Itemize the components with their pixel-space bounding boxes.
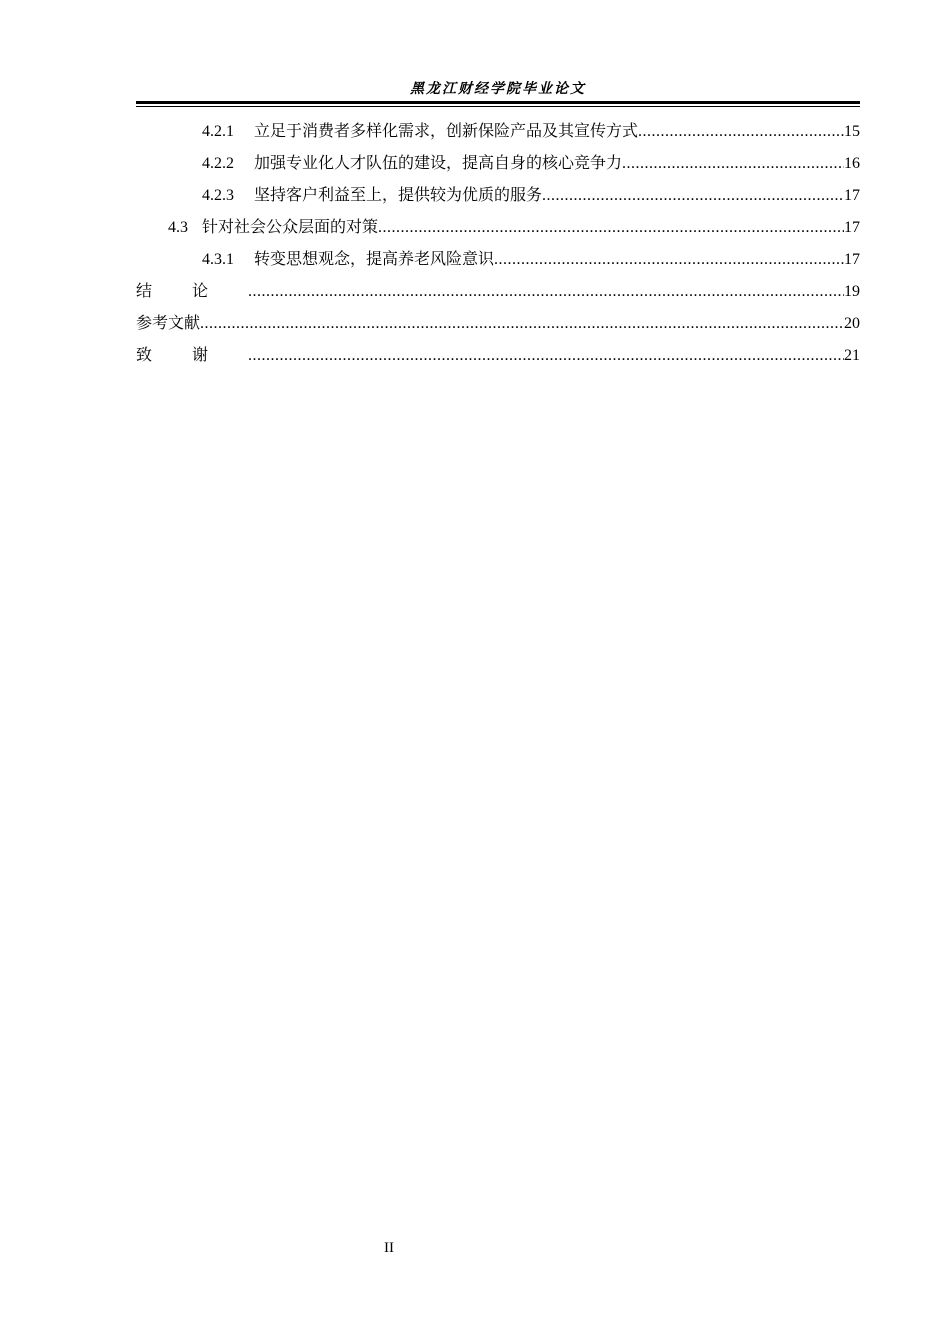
toc-title: 坚持客户利益至上，提供较为优质的服务: [254, 185, 543, 204]
toc-entry-4-2-2[interactable]: [136, 147, 860, 179]
toc-dot-leader: [542, 180, 844, 212]
toc-number: 4.3: [168, 219, 188, 236]
toc-page-number: 15: [844, 123, 860, 140]
toc-page-number: 21: [844, 347, 860, 364]
toc-title: 参考文献: [136, 313, 201, 332]
toc-entry-4-2-3[interactable]: [136, 179, 860, 211]
header-rule-thick: [136, 101, 860, 104]
table-of-contents: [136, 115, 860, 371]
toc-dot-leader: [248, 340, 844, 372]
toc-entry-references[interactable]: [136, 307, 860, 339]
toc-page-number: 19: [844, 283, 860, 300]
toc-entry-4-3[interactable]: [136, 211, 860, 243]
toc-page-number: 16: [844, 155, 860, 172]
toc-title: 结论: [136, 281, 249, 300]
header-rule-thin: [136, 106, 860, 107]
toc-title: 加强专业化人才队伍的建设，提高自身的核心竞争力: [254, 153, 623, 172]
toc-dot-leader: [622, 148, 844, 180]
toc-number: 4.2.2: [202, 155, 234, 172]
toc-entry-4-2-1[interactable]: [136, 115, 860, 147]
toc-dot-leader: [200, 308, 844, 340]
toc-dot-leader: [638, 116, 844, 148]
toc-number: 4.2.1: [202, 123, 234, 140]
toc-number: 4.2.3: [202, 187, 234, 204]
toc-title: 立足于消费者多样化需求，创新保险产品及其宣传方式: [254, 121, 639, 140]
toc-title: 针对社会公众层面的对策: [202, 217, 379, 236]
toc-dot-leader: [494, 244, 844, 276]
toc-page-number: 17: [844, 219, 860, 236]
toc-title: 转变思想观念，提高养老风险意识: [254, 249, 495, 268]
toc-title: 致谢: [136, 345, 249, 364]
page-number: II: [384, 1240, 394, 1256]
toc-entry-conclusion[interactable]: [136, 275, 860, 307]
toc-page-number: 20: [844, 315, 860, 332]
toc-number: 4.3.1: [202, 251, 234, 268]
toc-entry-4-3-1[interactable]: [136, 243, 860, 275]
toc-page-number: 17: [844, 251, 860, 268]
toc-page-number: 17: [844, 187, 860, 204]
running-header: 黑龙江财经学院毕业论文: [410, 81, 586, 97]
toc-entry-acknowledgements[interactable]: [136, 339, 860, 371]
toc-dot-leader: [378, 212, 844, 244]
toc-dot-leader: [248, 276, 844, 308]
